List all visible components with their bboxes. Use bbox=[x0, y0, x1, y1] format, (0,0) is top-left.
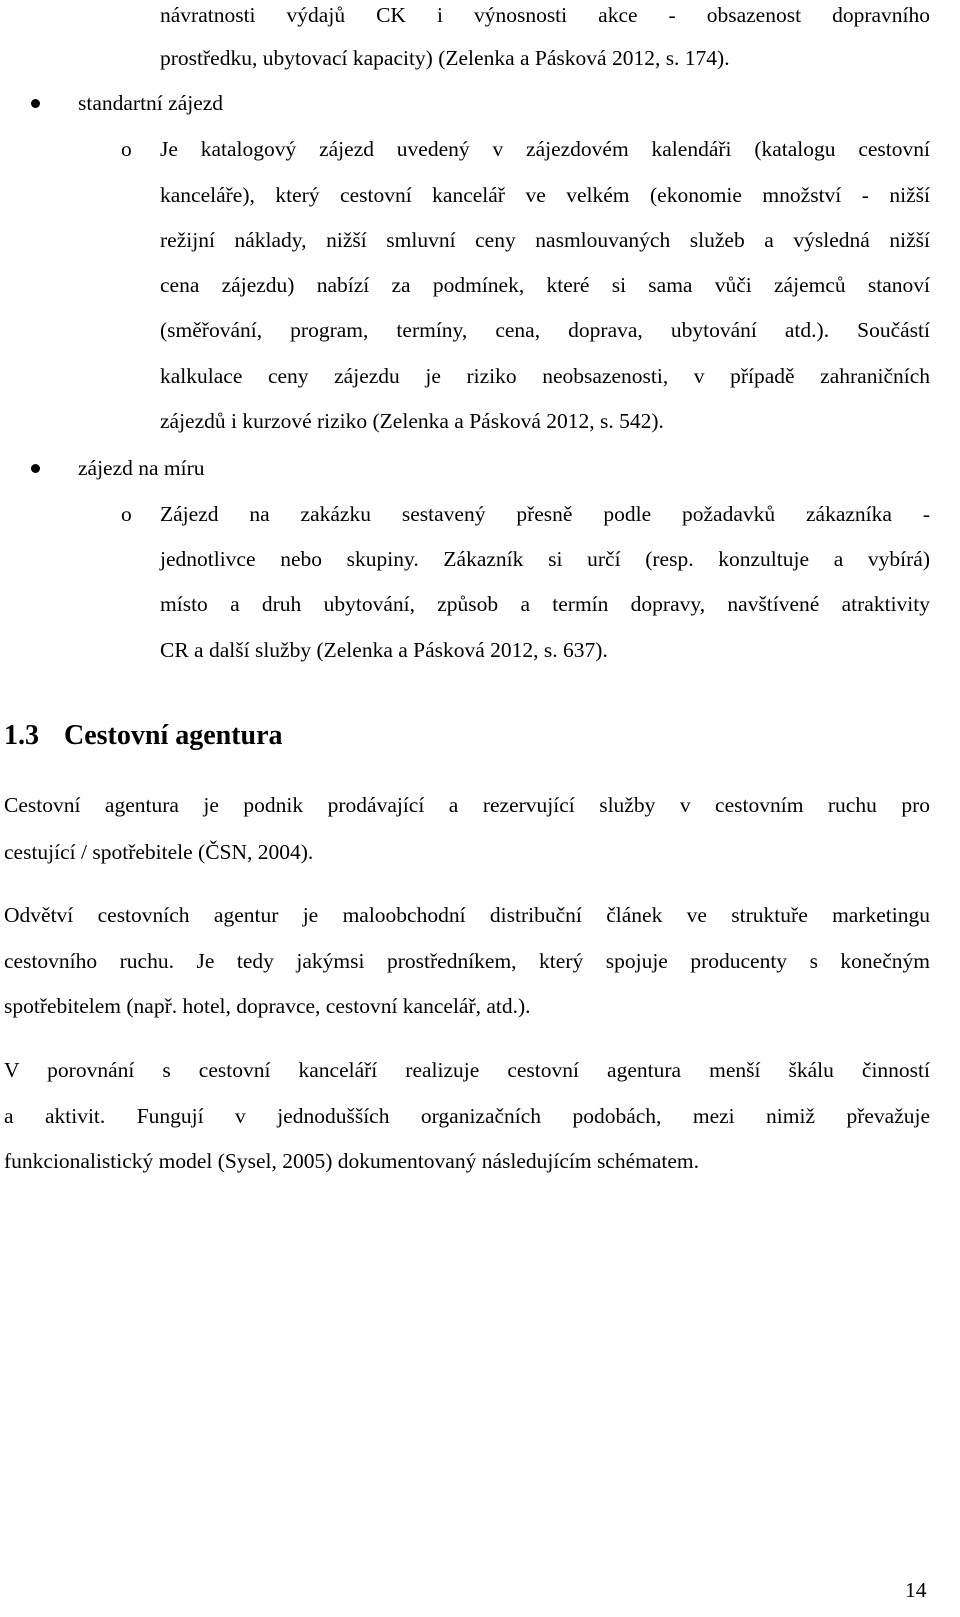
continuation-line-2: prostředku, ubytovací kapacity) (Zelenka a Pásková 2012, s. 174). bbox=[160, 46, 730, 70]
standard-desc-line-1: Je katalogový zájezd uvedený v zájezdovém kalendáři (katalogu cestovní bbox=[160, 137, 930, 161]
continuation-line-1: návratnosti výdajů CK i výnosnosti akce - obsazenost dopravního bbox=[160, 3, 930, 27]
bullet-icon bbox=[31, 464, 40, 473]
page-number: 14 bbox=[905, 1578, 927, 1602]
bullet-icon bbox=[31, 99, 40, 108]
custom-desc-line-4: CR a další služby (Zelenka a Pásková 2012, s. 637). bbox=[160, 638, 608, 662]
paragraph-3-line-2: a aktivit. Fungují v jednodušších organizačních podobách, mezi nimiž převažuje bbox=[4, 1104, 930, 1128]
standard-desc-line-6: kalkulace ceny zájezdu je riziko neobsazenosti, v případě zahraničních bbox=[160, 364, 930, 388]
custom-desc-line-3: místo a druh ubytování, způsob a termín dopravy, navštívené atraktivity bbox=[160, 592, 930, 616]
list-item-standard-label: standartní zájezd bbox=[78, 91, 224, 115]
sub-bullet-o-icon: o bbox=[121, 137, 132, 161]
section-number: 1.3 bbox=[4, 720, 39, 751]
custom-desc-line-1: Zájezd na zakázku sestavený přesně podle požadavků zákazníka - bbox=[160, 502, 930, 526]
list-item-custom-label: zájezd na míru bbox=[78, 456, 205, 480]
paragraph-2-line-3: spotřebitelem (např. hotel, dopravce, cestovní kancelář, atd.). bbox=[4, 994, 531, 1018]
custom-desc-line-2: jednotlivce nebo skupiny. Zákazník si určí (resp. konzultuje a vybírá) bbox=[160, 547, 930, 571]
standard-desc-line-3: režijní náklady, nižší smluvní ceny nasmlouvaných služeb a výsledná nižší bbox=[160, 228, 930, 252]
sub-bullet-o-icon: o bbox=[121, 502, 132, 526]
standard-desc-line-2: kanceláře), který cestovní kancelář ve velkém (ekonomie množství - nižší bbox=[160, 183, 930, 207]
paragraph-2-line-2: cestovního ruchu. Je tedy jakýmsi prostředníkem, který spojuje producenty s konečným bbox=[4, 949, 930, 973]
standard-desc-line-4: cena zájezdu) nabízí za podmínek, které si sama vůči zájemců stanoví bbox=[160, 273, 930, 297]
standard-desc-line-7: zájezdů i kurzové riziko (Zelenka a Pásková 2012, s. 542). bbox=[160, 409, 664, 433]
section-title: Cestovní agentura bbox=[64, 720, 283, 751]
paragraph-2-line-1: Odvětví cestovních agentur je maloobchodní distribuční článek ve struktuře marketingu bbox=[4, 903, 930, 927]
section-heading bbox=[4, 718, 283, 754]
paragraph-3-line-3: funkcionalistický model (Sysel, 2005) dokumentovaný následujícím schématem. bbox=[4, 1149, 700, 1173]
paragraph-1-line-2: cestující / spotřebitele (ČSN, 2004). bbox=[4, 840, 314, 864]
paragraph-3-line-1: V porovnání s cestovní kanceláří realizuje cestovní agentura menší škálu činností bbox=[4, 1058, 930, 1082]
paragraph-1-line-1: Cestovní agentura je podnik prodávající a rezervující služby v cestovním ruchu pro bbox=[4, 793, 930, 817]
standard-desc-line-5: (směřování, program, termíny, cena, doprava, ubytování atd.). Součástí bbox=[160, 318, 930, 342]
